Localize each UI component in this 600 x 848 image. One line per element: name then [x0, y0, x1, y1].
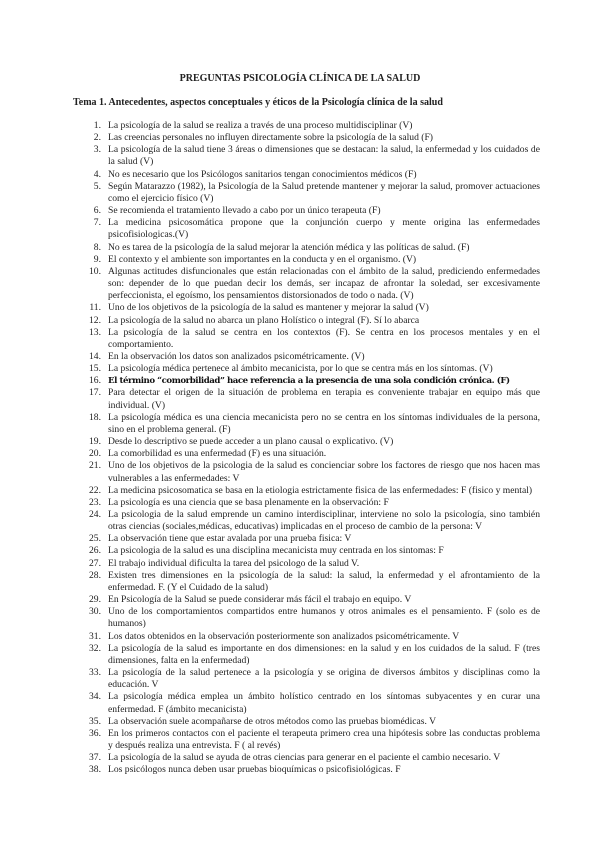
list-item — [73, 351, 540, 363]
list-item — [73, 302, 540, 314]
item-text: La psicología de la salud pertenece a la psicología y se origina de diversos ámbitos y disciplinas como la educación. V — [108, 667, 540, 691]
item-text: La medicina psicosomática propone que la conjunción cuerpo y mente origina las enfermedades psicofisiologicas.(V) — [108, 217, 540, 241]
item-number: 35. — [89, 715, 101, 727]
item-number: 23. — [89, 496, 101, 508]
item-text: La medicina psicosomatica se basa en la etiologia estrictamente fisica de las enfermedades: F (fisico y mental) — [108, 484, 533, 496]
list-item — [73, 728, 540, 752]
item-text: La observación suele acompañarse de otros métodos como las pruebas biomédicas. V — [108, 715, 437, 727]
item-number: 1. — [93, 120, 101, 131]
item-number: 22. — [89, 484, 101, 496]
item-number: 26. — [89, 545, 101, 557]
item-number: 30. — [89, 606, 101, 618]
list-item — [73, 205, 540, 217]
item-number: 32. — [89, 642, 101, 654]
item-text: No es tarea de la psicología de la salud mejorar la atención médica y las políticas de salud. (F) — [108, 241, 470, 253]
item-text: Uno de los objetivos de la psicologia de la salud es concienciar sobre los factores de riesgo que nos hacen mas vulnerables a las enfermedades: V — [108, 460, 540, 484]
item-number: 6. — [93, 205, 101, 217]
list-item — [73, 217, 540, 241]
list-item — [73, 570, 540, 594]
item-number: 25. — [89, 533, 101, 545]
item-text: La psicología de la salud tiene 3 áreas o dimensiones que se destacan: la salud, la enfermedad y los cuidados de la salud (V) — [108, 144, 540, 168]
item-text: Existen tres dimensiones en la psicología de la salud: la salud, la enfermedad y el afrontamiento de la enfermedad. F. (Y el Cuidado de la salud) — [108, 569, 540, 593]
item-text: Algunas actitudes disfuncionales que están relacionadas con el ámbito de la salud, prediciendo enfermedades son: depender de lo que puedan decir los demás, ser incapaz de afrontar la soledad, ser excesivamente perfeccionista, el egoísmo, los pensamientos distorsionados de todo o nada. (V) — [108, 265, 540, 302]
item-number: 20. — [89, 448, 101, 460]
list-item — [73, 545, 540, 557]
list-item — [73, 132, 540, 144]
item-number: 16. — [89, 375, 101, 387]
list-item — [73, 412, 540, 436]
item-number: 8. — [93, 241, 101, 253]
item-text: En la observación los datos son analizados psicométricamente. (V) — [108, 350, 365, 362]
list-item — [73, 594, 540, 606]
item-text: La psicología médica es una ciencia mecanicista pero no se centra en los síntomas individuales de la persona, sino en el problema general. (F) — [108, 411, 540, 435]
section-heading: Tema 1. Antecedentes, aspectos conceptuales y éticos de la Psicología clínica de la salud — [73, 97, 443, 108]
item-text: La psicología médica pertenece al ámbito mecanicista, por lo que se centra más en los síntomas. (V) — [108, 363, 493, 375]
item-text: La psicología de la salud se centra en los contextos (F). Se centra en los procesos mentales y en el comportamiento. — [108, 326, 540, 350]
item-number: 17. — [89, 387, 101, 399]
item-number: 37. — [89, 752, 101, 764]
list-item — [73, 485, 540, 497]
document-title: PREGUNTAS PSICOLOGÍA CLÍNICA DE LA SALUD — [179, 73, 421, 84]
item-text: Las creencias personales no influyen directamente sobre la psicología de la salud (F) — [108, 132, 434, 144]
item-number: 34. — [89, 691, 101, 703]
item-text: La psicologia de la salud emprende un camino interdisciplinar, interviene no solo la psicología, sino también otras ciencias (sociales,médicas, educativas) implicadas en el proceso de cambio de la persona: V — [108, 509, 540, 533]
item-number: 12. — [89, 314, 101, 326]
item-number: 10. — [89, 265, 101, 277]
item-number: 38. — [89, 764, 101, 776]
list-item — [73, 497, 540, 509]
list-item — [73, 606, 540, 630]
list-item — [73, 169, 540, 181]
list-item — [73, 387, 540, 411]
list-item — [73, 764, 540, 776]
item-text: Según Matarazzo (1982), la Psicología de la Salud pretende mantener y mejorar la salud, promover actuaciones como el ejercicio físico (V) — [108, 180, 540, 204]
list-item — [73, 509, 540, 533]
item-text: En los primeros contactos con el paciente el terapeuta primero crea una hipótesis sobre las conductas problema y después realiza una entrevista. F ( al revés) — [108, 727, 540, 751]
list-item — [73, 266, 540, 302]
list-item — [73, 375, 540, 387]
item-number: 27. — [89, 557, 101, 569]
item-number: 5. — [93, 180, 101, 192]
item-text: Los psicólogos nunca deben usar pruebas bioquímicas o psicofisiológicas. F — [108, 764, 401, 776]
item-text: La psicología de la salud no abarca un plano Holístico o integral (F). Sí lo abarca — [108, 314, 420, 326]
item-number: 31. — [89, 630, 101, 642]
item-text: Se recomienda el tratamiento llevado a cabo por un único terapeuta (F) — [108, 205, 381, 217]
list-item — [73, 691, 540, 715]
list-item — [73, 448, 540, 460]
item-number: 9. — [93, 253, 101, 265]
item-number: 11. — [89, 302, 101, 314]
item-number: 13. — [89, 326, 101, 338]
item-text: El contexto y el ambiente son importantes en la conducta y en el organismo. (V) — [108, 253, 417, 265]
item-text: En Psicología de la Salud se puede considerar más fácil el trabajo en equipo. V — [108, 594, 412, 606]
item-text: Desde lo descriptivo se puede acceder a un plano causal o explicativo. (V) — [108, 436, 394, 448]
list-item — [73, 643, 540, 667]
item-number: 28. — [89, 569, 101, 581]
list-item — [73, 436, 540, 448]
item-number: 4. — [93, 168, 101, 180]
item-text: La comorbilidad es una enfermedad (F) es una situación. — [108, 448, 327, 460]
list-item — [73, 254, 540, 266]
item-number: 2. — [93, 132, 101, 144]
item-text: El término “comorbilidad” hace referencia a la presencia de una sola condición crónica. (F) — [108, 376, 510, 387]
item-number: 15. — [89, 363, 101, 375]
list-item — [73, 752, 540, 764]
list-item — [73, 327, 540, 351]
list-item — [73, 315, 540, 327]
list-item — [73, 120, 540, 132]
item-text: Para detectar el origen de la situación de problema en terapia es conveniente trabajar en equipo más que individual. (V) — [108, 387, 540, 411]
item-text: La psicología de la salud se realiza a través de una proceso multidisciplinar (V) — [108, 120, 413, 131]
item-text: La observación tiene que estar avalada por una prueba fisica: V — [108, 533, 352, 545]
list-item — [73, 716, 540, 728]
item-text: No es necesario que los Psicólogos sanitarios tengan conocimientos médicos (F) — [108, 168, 417, 180]
item-text: La psicologia de la salud es una disciplina mecanicista muy centrada en los sintomas: F — [108, 545, 444, 557]
item-number: 14. — [89, 350, 101, 362]
list-item — [73, 667, 540, 691]
item-number: 36. — [89, 727, 101, 739]
item-text: La psicología médica emplea un ámbito holístico centrado en los síntomas subyacentes y en curar una enfermedad. F (ámbito mecanicista) — [108, 691, 540, 715]
list-item — [73, 558, 540, 570]
item-number: 7. — [93, 217, 101, 229]
item-number: 21. — [89, 460, 101, 472]
item-number: 18. — [89, 411, 101, 423]
item-number: 24. — [89, 509, 101, 520]
item-text: La psicología de la salud es importante en dos dimensiones: en la salud y en los cuidados de la salud. F (tres dimensiones, falta en la enfermedad) — [108, 642, 540, 666]
item-text: Uno de los objetivos de la psicología de la salud es mantener y mejorar la salud (V) — [108, 302, 429, 314]
item-text: El trabajo individual dificulta la tarea del psicologo de la salud V. — [108, 557, 360, 569]
question-list — [73, 120, 540, 776]
item-number: 29. — [89, 594, 101, 606]
item-text: Los datos obtenidos en la observación posteriormente son analizados psicométricamente. V — [108, 630, 460, 642]
item-number: 19. — [89, 436, 101, 448]
list-item — [73, 631, 540, 643]
item-text: Uno de los comportamientos compartidos entre humanos y otros animales es el pensamiento. F (solo es de humanos) — [108, 606, 540, 630]
item-number: 3. — [93, 144, 101, 156]
item-number: 33. — [89, 667, 101, 679]
item-text: La psicología es una ciencia que se basa plenamente en la observación: F — [108, 496, 389, 508]
list-item — [73, 533, 540, 545]
list-item — [73, 460, 540, 484]
list-item — [73, 181, 540, 205]
list-item — [73, 144, 540, 168]
list-item — [73, 242, 540, 254]
item-text: La psicología de la salud se ayuda de otras ciencias para generar en el paciente el cambio necesario. V — [108, 752, 501, 764]
list-item — [73, 363, 540, 375]
